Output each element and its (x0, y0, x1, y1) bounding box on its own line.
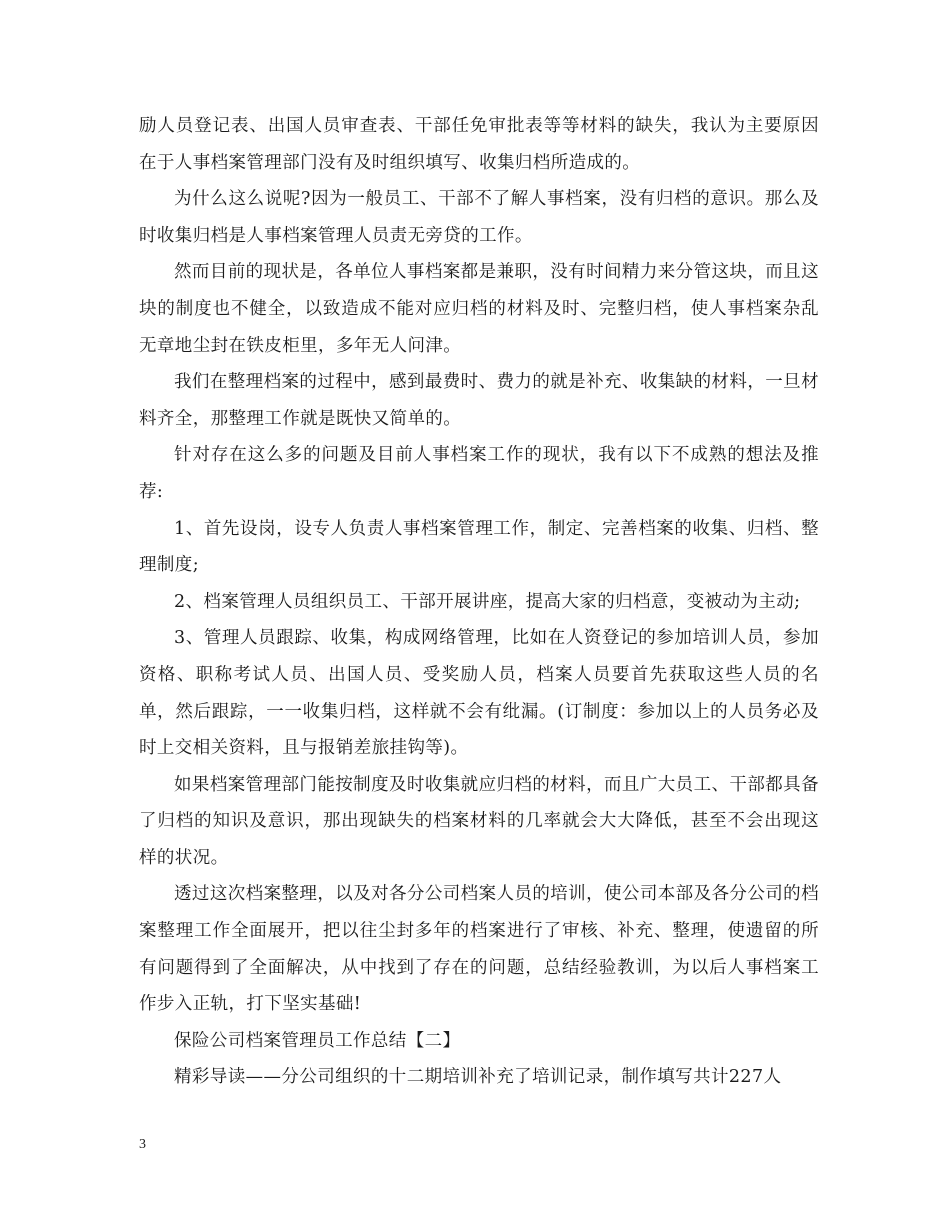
list-item: 3、管理人员跟踪、收集，构成网络管理，比如在人资登记的参加培训人员，参加资格、职称考试人员、出国人员、受奖励人员，档案人员要首先获取这些人员的名单，然后跟踪，一一收集归档，这样就不会有纰漏。(订制度：参加以上的人员务必及时上交相关资料，且与报销差旅挂钩等)。 (139, 628, 819, 759)
paragraph: 我们在整理档案的过程中，感到最费时、费力的就是补充、收集缺的材料，一旦材料齐全，那整理工作就是既快又简单的。 (139, 372, 819, 429)
list-item: 2、档案管理人员组织员工、干部开展讲座，提高大家的归档意，变被动为主动; (174, 591, 801, 612)
paragraph: 针对存在这么多的问题及目前人事档案工作的现状，我有以下不成熟的想法及推荐: (139, 445, 819, 502)
document-body (139, 108, 819, 1096)
paragraph: 透过这次档案整理，以及对各分公司档案人员的培训，使公司本部及各分公司的档案整理工作全面展开，把以往尘封多年的档案进行了审核、补充、整理，使遗留的所有问题得到了全面解决，从中找到了存在的问题，总结经验教训，为以后人事档案工作步入正轨，打下坚实基础! (139, 884, 819, 1015)
paragraph: 然而目前的现状是，各单位人事档案都是兼职，没有时间精力来分管这块，而且这块的制度也不健全，以致造成不能对应归档的材料及时、完整归档，使人事档案杂乱无章地尘封在铁皮柜里，多年无人问津。 (139, 262, 819, 356)
paragraph: 为什么这么说呢?因为一般员工、干部不了解人事档案，没有归档的意识。那么及时收集归档是人事档案管理人员责无旁贷的工作。 (139, 189, 819, 246)
paragraph: 如果档案管理部门能按制度及时收集就应归档的材料，而且广大员工、干部都具备了归档的知识及意识，那出现缺失的档案材料的几率就会大大降低，甚至不会出现这样的状况。 (139, 774, 819, 868)
list-item: 1、首先设岗，设专人负责人事档案管理工作，制定、完善档案的收集、归档、整理制度; (139, 518, 819, 576)
page-number: 3 (139, 1137, 146, 1152)
section-heading: 保险公司档案管理员工作总结【二】 (174, 1030, 461, 1051)
paragraph: 励人员登记表、出国人员审查表、干部任免审批表等等材料的缺失，我认为主要原因在于人事档案管理部门没有及时组织填写、收集归档所造成的。 (139, 116, 819, 173)
paragraph: 精彩导读——分公司组织的十二期培训补充了培训记录，制作填写共计227人 (174, 1067, 782, 1088)
